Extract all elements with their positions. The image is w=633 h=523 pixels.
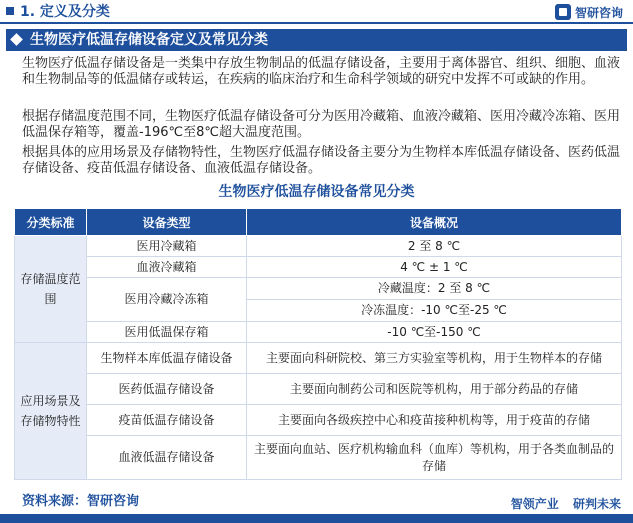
category-cell: 应用场景及存储物特性 xyxy=(15,343,87,480)
device-type-cell: 疫苗低温存储设备 xyxy=(87,405,247,436)
category-cell: 存储温度范围 xyxy=(15,236,87,343)
classification-table xyxy=(14,208,622,480)
section-title: 生物医疗低温存储设备定义及常见分类 xyxy=(30,32,268,48)
device-type-cell: 医用冷藏冷冻箱 xyxy=(87,278,247,322)
top-bar xyxy=(0,0,633,24)
paragraph-application: 根据具体的应用场景及存储物特性，生物医疗低温存储设备主要分为生物样本库低温存储设备、医药低温存储设备、疫苗低温存储设备、血液低温存储设备。 xyxy=(22,145,621,176)
device-type-cell: 医药低温存储设备 xyxy=(87,374,247,405)
brand-name: 智研咨询 xyxy=(574,5,623,20)
header-device-type: 设备类型 xyxy=(87,209,247,236)
overview-cell: 主要面向制药公司和医院等机构，用于部分药品的存储 xyxy=(247,374,622,405)
overview-cell: 主要面向各级疾控中心和疫苗接种机构等，用于疫苗的存储 xyxy=(247,405,622,436)
paragraph-temperature: 根据存储温度范围不同，生物医疗低温存储设备可分为医用冷藏箱、血液冷藏箱、医用冷藏冷冻箱、医用低温保存箱等，覆盖-196℃至8℃超大温度范围。 xyxy=(22,109,621,140)
square-logo-icon xyxy=(555,4,571,20)
device-type-cell: 医用冷藏箱 xyxy=(87,236,247,257)
table-header-row xyxy=(15,209,622,236)
device-type-cell: 医用低温保存箱 xyxy=(87,322,247,343)
header-category: 分类标准 xyxy=(15,209,87,236)
device-type-cell: 生物样本库低温存储设备 xyxy=(87,343,247,374)
table-row xyxy=(15,236,622,257)
table-title: 生物医疗低温存储设备常见分类 xyxy=(218,184,415,200)
section-label: 1. 定义及分类 xyxy=(20,4,110,20)
table-row xyxy=(15,436,622,480)
table-row xyxy=(15,405,622,436)
top-divider xyxy=(0,22,633,24)
table-row xyxy=(15,278,622,300)
overview-cell: 2 至 8 ℃ xyxy=(247,236,622,257)
data-source: 资料来源：智研咨询 xyxy=(22,494,140,509)
overview-cell: 主要面向血站、医疗机构输血科（血库）等机构，用于各类血制品的存储 xyxy=(247,436,622,480)
table-row xyxy=(15,343,622,374)
diamond-icon xyxy=(10,33,23,46)
section-heading xyxy=(6,29,627,51)
device-type-cell: 血液冷藏箱 xyxy=(87,257,247,278)
overview-cell: -10 ℃至-150 ℃ xyxy=(247,322,622,343)
header-overview: 设备概况 xyxy=(247,209,622,236)
slogan-left: 智领产业 xyxy=(510,497,559,511)
section-marker-icon xyxy=(6,7,14,15)
slogan-right: 研判未来 xyxy=(572,497,621,511)
overview-cell: 4 ℃ ± 1 ℃ xyxy=(247,257,622,278)
overview-cell: 冷冻温度：-10 ℃至-25 ℃ xyxy=(247,300,622,322)
table-row xyxy=(15,374,622,405)
slogan xyxy=(501,496,621,512)
table-row xyxy=(15,257,622,278)
brand xyxy=(555,3,623,21)
overview-cell: 冷藏温度：2 至 8 ℃ xyxy=(247,278,622,300)
table-row xyxy=(15,322,622,343)
paragraph-definition: 生物医疗低温存储设备是一类集中存放生物制品的低温存储设备，主要用于离体器官、组织、细胞、血液和生物制品等的低温储存或转运，在疾病的临床治疗和生命科学领域的研究中发挥不可或缺的作用。 xyxy=(22,56,621,87)
device-type-cell: 血液低温存储设备 xyxy=(87,436,247,480)
overview-cell: 主要面向科研院校、第三方实验室等机构，用于生物样本的存储 xyxy=(247,343,622,374)
bottom-band xyxy=(0,514,633,523)
